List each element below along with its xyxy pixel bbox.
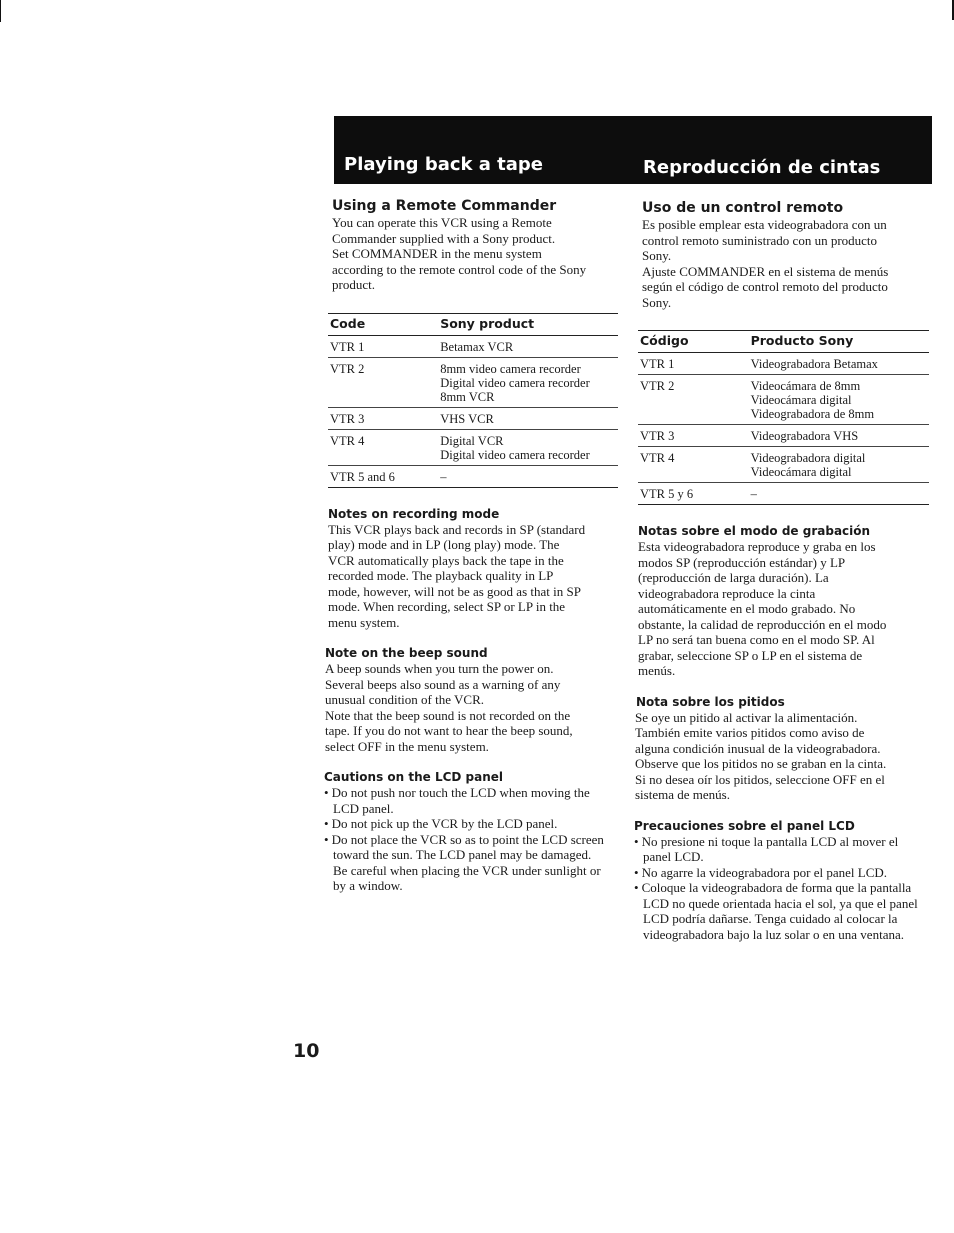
table-row: VTR 2 8mm video camera recorder Digital video camera recorder 8mm VCR xyxy=(328,357,618,407)
table-row: VTR 5 and 6 – xyxy=(328,465,618,487)
list-item: • Do not push nor touch the LCD when moving the LCD panel. xyxy=(324,785,606,816)
remote-heading-es: Uso de un control remoto xyxy=(642,200,844,216)
lcd-heading-es: Precauciones sobre el panel LCD xyxy=(634,818,855,833)
lcd-bullet-list xyxy=(324,785,606,894)
remote-code-table xyxy=(328,313,618,488)
list-item: • No presione ni toque la pantalla LCD al mover el panel LCD. xyxy=(634,834,922,865)
beep-paragraph: A beep sounds when you turn the power on. Several beeps also sound as a warning of any unusual condition of the VCR. Note that the beep sound is not recorded on the tape. If you do not want to hear the beep sound, select OFF in the menu system. xyxy=(325,661,573,754)
remote-code-table-es xyxy=(638,330,929,505)
table-row: VTR 3 VHS VCR xyxy=(328,407,618,429)
column-header-product: Producto Sony xyxy=(749,331,929,353)
list-item: • Coloque la videograbadora de forma que la pantalla LCD no quede orientada hacia el sol, ya que el panel LCD podría dañarse. Tenga cuidado al colocar la videograbadora bajo la luz solar o en una ventana. xyxy=(634,880,922,942)
section-header-bar xyxy=(334,116,932,184)
table-row: VTR 1 Videograbadora Betamax xyxy=(638,353,929,375)
column-header-product: Sony product xyxy=(438,313,618,335)
table-row: VTR 5 y 6 – xyxy=(638,483,929,505)
column-header-code: Código xyxy=(638,331,749,353)
recording-paragraph: This VCR plays back and records in SP (standard play) mode and in LP (long play) mode. The VCR automatically plays back the tape in the recorded mode. The playback quality in LP mode, however, will not be as good as that in SP mode. When recording, select SP or LP in the menu system. xyxy=(328,521,586,630)
spanish-column xyxy=(634,199,930,942)
beep-heading-es: Nota sobre los pitidos xyxy=(636,694,785,709)
lcd-bullet-list-es xyxy=(634,834,922,943)
list-item: • Do not pick up the VCR by the LCD panel. xyxy=(324,816,606,832)
list-item: • No agarre la videograbadora por el panel LCD. xyxy=(634,865,922,881)
table-header-row xyxy=(328,313,618,335)
english-column xyxy=(324,197,619,894)
header-title-english: Playing back a tape xyxy=(344,154,544,175)
page-edge-mark-left xyxy=(0,0,1,22)
table-row: VTR 3 Videograbadora VHS xyxy=(638,425,929,447)
table-row: VTR 4 Digital VCR Digital video camera recorder xyxy=(328,429,618,465)
remote-paragraph: You can operate this VCR using a Remote Commander supplied with a Sony product. Set COMMANDER in the menu system according to the remote control code of the Sony product. xyxy=(332,215,587,292)
recording-heading: Notes on recording mode xyxy=(328,506,500,521)
header-title-spanish: Reproducción de cintas xyxy=(643,157,881,178)
beep-paragraph-es: Se oye un pitido al activar la alimentación. También emite varios pitidos como aviso de alguna condición inusual de la videograbadora. Observe que los pitidos no se graban en la cinta. Si no desea oír los pitidos, seleccione OFF en el sistema de menús. xyxy=(635,709,887,802)
table-row: VTR 4 Videograbadora digital Videocámara digital xyxy=(638,447,929,483)
column-header-code: Code xyxy=(328,313,438,335)
remote-heading: Using a Remote Commander xyxy=(332,198,557,214)
recording-heading-es: Notas sobre el modo de grabación xyxy=(638,524,871,538)
table-row: VTR 2 Videocámara de 8mm Videocámara digital Videograbadora de 8mm xyxy=(638,375,929,425)
lcd-heading: Cautions on the LCD panel xyxy=(324,770,504,784)
beep-heading: Note on the beep sound xyxy=(325,646,488,660)
list-item: • Do not place the VCR so as to point the LCD screen toward the sun. The LCD panel may be damaged. Be careful when placing the VCR under sunlight or by a window. xyxy=(324,832,606,894)
page-number: 10 xyxy=(293,1040,320,1062)
table-row: VTR 1 Betamax VCR xyxy=(328,335,618,357)
remote-paragraph-es: Es posible emplear esta videograbadora con un control remoto suministrado con un producto Sony. Ajuste COMMANDER en el sistema de menús según el código de control remoto del producto Sony. xyxy=(642,217,889,310)
recording-paragraph-es: Esta videograbadora reproduce y graba en los modos SP (reproducción estándar) y LP (reproducción de larga duración). La videograbadora reproduce la cinta automáticamente en el modo grabado. No obstante, la calidad de reproducción en el modo LP no será tan buena como en el modo SP. Al grabar, seleccione SP o LP en el sistema de menús. xyxy=(638,539,887,678)
table-header-row xyxy=(638,331,929,353)
